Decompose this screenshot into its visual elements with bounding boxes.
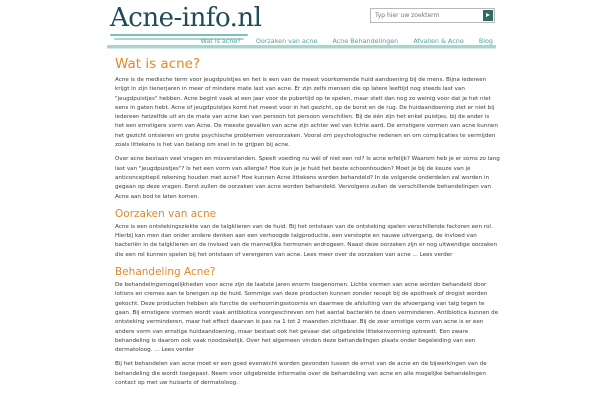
main-nav [110, 28, 493, 45]
nav-item-afvallen[interactable]: Afvallen & Acne [413, 37, 464, 45]
section-title-oorzaken: Oorzaken van acne [115, 207, 217, 220]
logo-text: Acne-info.nl [110, 3, 262, 33]
read-more-link-behandeling[interactable]: Lees verder [161, 347, 195, 354]
arrow-right-icon [486, 13, 490, 17]
search-form [370, 8, 495, 23]
nav-item-oorzaken[interactable]: Oorzaken van acne [255, 37, 318, 45]
section-paragraph-behandeling [115, 281, 500, 355]
nav-item-behandelingen[interactable]: Acne Behandelingen [332, 37, 399, 45]
section-title-behandeling: Behandeling Acne? [115, 266, 216, 279]
section-text-behandeling: De behandelingsmogelijkheden voor acne zijn de laatste jaren enorm toegenomen. Lichte vormen van acne worden behandeld door lotions en cremes aan te brengen op de huid. Sommige van deze producten kunnen zonder recept bij de apotheek of drogist worden gekocht. Deze producten hebben als functie de verhoorningsstoornis en daarmee de afsluiting van de afvoergang van talg tegen te gaan. Bij ernstigere vormen wordt vaak antibiotica voorgeschreven om het aantal bacteriën te doen verminderen. Antibiotica kunnen de ontsteking verminderen, maar het effect daarvan is pas na 1 tot 2 maanden zichtbaar. Bij de zeer ernstige vorm van acne is er een andere vorm van ernstige huidaandoening, maar bestaat ook het gevaar dat uitgebreide littekenvorming optreedt. Een zware behandeling is daarom ook vaak noodzakelijk. Over het algemeen vinden deze behandelingen plaats onder begeleiding van een dermatoloog. ... [115, 282, 499, 354]
trailing-paragraph: Bij het behandelen van acne moet er een goed evenwicht worden gevonden tussen de ernst van de acne en de bijwerkingen van de behandeling die wordt toegepast. Neem voor uitgebreide informatie over de behandeling van acne en alle mogelijke behandelingen contact op met uw huisarts of dermatoloog. [115, 361, 487, 387]
search-input[interactable] [371, 9, 479, 22]
header-divider-shadow [107, 48, 496, 49]
nav-item-blog[interactable]: Blog [478, 37, 493, 45]
intro-paragraph-2: Over acne bestaan veel vragen en misverstanden. Speelt voeding nu wél of niet een rol? Is acne erfelijk? Waarom heb je er soms zo lang last van "jeugdpuistjes"? Is het een vorm van allergie? Hoe kun je je huid het beste schoonhouden? Moet je bij de keuze van je anticonceptiepil rekening houden met acne? Hoe kunnen Acne littekens worden behandeld? In de volgende onderdelen zal worden in gegaan op deze vragen. Eerst zullen de oorzaken van acne worden behandeld. Vervolgens zullen de verschillende behandelingen van Acne aan bod te laten komen. [115, 156, 500, 200]
site-header [0, 0, 600, 50]
search-button[interactable] [483, 10, 493, 21]
page-title: Wat is acne? [115, 56, 201, 72]
section-text-oorzaken: Acne is een ontstekingsziekte van de talgklieren van de huid. Bij het ontstaan van de ontsteking spelen verschillende factoren een rol. Hierbij kan men dan onder andere denken aan een verhoogde talgproductie, een verstopte en nauwe uitvergang, de invloed van bacteriën in de talgklieren en de invloed van de mannelijke hormonen androgeen. Naast deze oorzaken zijn er nog uitwendige oorzaken die een rol kunnen spelen bij het ontstaan of verergeren van acne. Lees meer over de oorzaken van acne ... [115, 223, 498, 258]
main-content [115, 55, 500, 393]
intro-paragraph-1: Acne is de medische term voor jeugdpuistjes en het is een van de meest voorkomende huid aandoening bij de mens. Bijna iedereen krijgt in zijn tienerjaren in meer of mindere mate last van acne. Er zijn zelfs mensen die op latere leeftijd nog steeds last van "jeugdpuistjes" hebben. Acne begint vaak al een jaar voor de pubertijd op te spelen, maar stelt dan nog zo weinig voor dat je het niet eens in gaten hebt. Acne of jeugdpuistjes komt het meest voor in het gezicht, op de borst en de rug. De huidaandoening ziet er niet bij iedereen hetzelfde uit en de mate van acne kan van persoon tot persoon verschillen. Bij de één zijn het enkel puistjes, bij de ander is het een ernstigere vorm van Acne. De meeste gevallen van acne zijn achter wel van lichte aard. De ernstigere vormen van acne kunnen het gezicht ontsieren en grote psychische problemen veroorzaken. Vooral om psychologische redenen en om complicaties te vermijden zoals littekens is het van belang om snel in te grijpen bij acne. [115, 77, 498, 149]
section-paragraph-oorzaken [115, 223, 500, 260]
read-more-link-oorzaken[interactable]: Lees verder [419, 251, 453, 258]
nav-item-wat-is-acne[interactable]: Wat is acne? [200, 37, 241, 45]
